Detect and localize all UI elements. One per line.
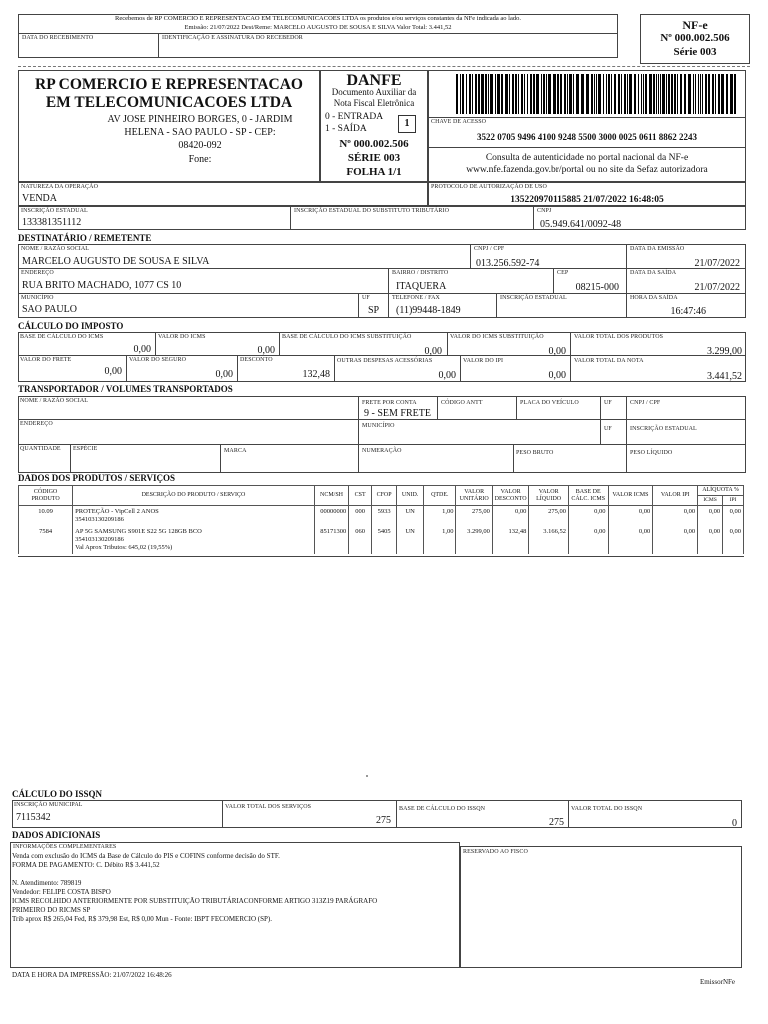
emissor-nfe: EmissorNFe: [700, 978, 735, 986]
transp-cnpj-label: CNPJ / CPF: [630, 400, 661, 406]
transp-frete-value: 9 - SEM FRETE: [364, 408, 431, 419]
product-aipi-cell: 0,00: [723, 506, 744, 527]
transp-municipio-label: MUNICÍPIO: [362, 423, 395, 429]
dest-cep-label: CEP: [557, 270, 569, 276]
transp-uf2-label: UF: [604, 426, 612, 432]
product-desc-cell: 132,48: [492, 526, 528, 554]
canhoto-line2: Emissão: 21/07/2022 Dest/Reme: MARCELO AUGUSTO DE SOUSA E SILVA Valor Total: 3.441,52: [184, 24, 452, 31]
dest-endereco-label: ENDEREÇO: [21, 270, 54, 276]
product-liq-cell: 275,00: [529, 506, 569, 527]
transp-ie-label: INSCRIÇÃO ESTADUAL: [630, 426, 697, 432]
transp-nome-label: NOME / RAZÃO SOCIAL: [20, 398, 89, 404]
product-aicms-cell: 0,00: [698, 526, 723, 554]
product-aipi-cell: 0,00: [723, 526, 744, 554]
danfe-saida: 1 - SAÍDA: [325, 124, 367, 134]
product-desc-cell: 0,00: [492, 506, 528, 527]
info-complementares-text: [12, 852, 458, 924]
dest-hora-label: HORA DA SAÍDA: [630, 295, 678, 301]
consulta-l2: www.nfe.fazenda.gov.br/portal ou no site da Sefaz autorizadora: [466, 165, 708, 175]
canhoto-nfe-serie: Série 003: [673, 46, 717, 58]
danfe-folha: FOLHA 1/1: [346, 166, 402, 178]
info-line: N. Atendimento: 789819: [12, 879, 82, 887]
issqn-im-value: 7115342: [16, 812, 51, 823]
emitente-end-l3: 08420-092: [178, 140, 222, 151]
product-desc1: AP 5G SAMSUNG S901E S22 5G 128GB BCO: [75, 528, 202, 535]
chave-label: CHAVE DE ACESSO: [431, 119, 487, 125]
valor-ipi-value: 0,00: [548, 370, 566, 381]
identificacao-recebedor-label: IDENTIFICAÇÃO E ASSINATURA DO RECEBEDOR: [162, 35, 303, 41]
issqn-base-label: BASE DE CÁLCULO DO ISSQN: [399, 806, 486, 812]
natureza-label: NATUREZA DA OPERAÇÃO: [21, 184, 99, 190]
aliq-icms-header: ICMS: [698, 496, 723, 506]
product-codigo-cell: 10.09: [19, 506, 73, 527]
dest-cnpj-label: CNPJ / CPF: [474, 246, 505, 252]
emitente-fone: Fone:: [188, 154, 212, 165]
bc-icms-label: BASE DE CÁLCULO DO ICMS: [20, 334, 104, 340]
product-ncm-cell: 85171300: [314, 526, 348, 554]
dest-bairro-value: ITAQUERA: [396, 281, 447, 292]
total-produtos-value: 3.299,00: [707, 346, 742, 357]
destinatario-section-title: DESTINATÁRIO / REMETENTE: [18, 233, 152, 243]
product-unid-cell: UN: [397, 506, 424, 527]
transp-uf-label: UF: [604, 400, 612, 406]
produtos-header-3: CST: [349, 486, 372, 506]
produtos-header-6: QTDE.: [424, 486, 456, 506]
cnpj-emitente-value: 05.949.641/0092-48: [540, 219, 622, 230]
dest-emissao-label: DATA DA EMISSÃO: [630, 246, 685, 252]
canhoto-nfe-numero: Nº 000.002.506: [660, 32, 730, 44]
product-description-cell: [73, 526, 315, 554]
ie-value: 133381351112: [22, 217, 82, 228]
table-row: [19, 526, 744, 554]
product-qtde-cell: 1,00: [424, 526, 456, 554]
total-produtos-label: VALOR TOTAL DOS PRODUTOS: [574, 334, 664, 340]
cnpj-emitente-label: CNPJ: [537, 208, 552, 214]
barcode: [456, 74, 738, 114]
transp-frete-label: FRETE POR CONTA: [362, 400, 417, 406]
danfe-sub1: Documento Auxiliar da: [331, 87, 417, 97]
transp-peso-bruto-label: PESO BRUTO: [516, 450, 554, 456]
valor-icms-value: 0,00: [257, 345, 275, 356]
product-icms-cell: 0,00: [608, 526, 653, 554]
protocolo-value: 135220970115885 21/07/2022 16:48:05: [510, 195, 664, 205]
reservado-fisco-label: RESERVADO AO FISCO: [463, 849, 528, 855]
issqn-total-value: 0: [732, 818, 737, 829]
info-line: ICMS RECOLHIDO ANTERIORMENTE POR SUBSTITUIÇÃO TRIBUTÁRIACONFORME ARTIGO 313Z19 PARÁGRAFO: [12, 897, 378, 905]
transp-placa-label: PLACA DO VEÍCULO: [520, 400, 579, 406]
product-icms-cell: 0,00: [608, 506, 653, 527]
dest-fone-value: (11)99448-1849: [396, 305, 461, 316]
ie-label: INSCRIÇÃO ESTADUAL: [21, 208, 88, 214]
product-unit-cell: 275,00: [456, 506, 492, 527]
dest-uf-label: UF: [362, 295, 370, 301]
produtos-header-row: [19, 486, 744, 496]
desconto-value: 132,48: [302, 369, 330, 380]
product-cfop-cell: 5405: [372, 526, 397, 554]
consulta-l1: Consulta de autenticidade no portal nacional da NF-e: [485, 153, 689, 163]
product-ipi-cell: 0,00: [653, 506, 698, 527]
dest-fone-label: TELEFONE / FAX: [392, 295, 440, 301]
valor-seguro-label: VALOR DO SEGURO: [129, 357, 187, 363]
outras-despesas-label: OUTRAS DESPESAS ACESSÓRIAS: [337, 358, 433, 364]
emitente-end-l2: HELENA - SAO PAULO - SP - CEP:: [124, 127, 276, 138]
dest-municipio-label: MUNICÍPIO: [21, 295, 54, 301]
produtos-header-1: DESCRIÇÃO DO PRODUTO / SERVIÇO: [73, 486, 315, 506]
valor-frete-value: 0,00: [104, 366, 122, 377]
product-unid-cell: UN: [397, 526, 424, 554]
danfe-numero: Nº 000.002.506: [339, 138, 409, 150]
transp-especie-label: ESPÉCIE: [73, 446, 98, 452]
reservado-fisco-box: [460, 846, 742, 968]
produtos-header-2: NCM/SH: [314, 486, 348, 506]
product-ncm-cell: 00000000: [314, 506, 348, 527]
natureza-value: VENDA: [22, 193, 57, 204]
danfe-entrada: 0 - ENTRADA: [325, 112, 384, 122]
imposto-section-title: CÁLCULO DO IMPOSTO: [18, 321, 124, 331]
bc-icms-value: 0,00: [133, 344, 151, 355]
chave-value: 3522 0705 9496 4100 9248 5500 3000 0025 0611 8862 2243: [476, 132, 697, 142]
product-qtde-cell: 1,00: [424, 506, 456, 527]
product-liq-cell: 3.166,52: [529, 526, 569, 554]
issqn-servicos-value: 275: [376, 815, 391, 826]
produtos-bottom-line: [18, 556, 744, 557]
product-cst-cell: 060: [349, 526, 372, 554]
canhoto-nfe-label: NF-e: [682, 18, 708, 32]
product-description-cell: [73, 506, 315, 527]
dest-nome-label: NOME / RAZÃO SOCIAL: [21, 246, 90, 252]
aliq-ipi-header: IPI: [723, 496, 744, 506]
data-recebimento-label: DATA DO RECEBIMENTO: [22, 35, 94, 41]
info-line: PRIMEIRO DO RICMS SP: [12, 906, 91, 914]
transportador-section-title: TRANSPORTADOR / VOLUMES TRANSPORTADOS: [18, 384, 233, 394]
info-line: Venda com exclusão do ICMS da Base de Cálculo do PIS e COFINS conforme decisão do STF.: [12, 852, 280, 860]
dest-cnpj-value: 013.256.592-74: [476, 258, 540, 269]
total-nota-label: VALOR TOTAL DA NOTA: [574, 358, 644, 364]
emitente-end-l1: AV JOSE PINHEIRO BORGES, 0 - JARDIM: [107, 114, 293, 125]
dest-nome-value: MARCELO AUGUSTO DE SOUSA E SILVA: [22, 256, 210, 267]
produtos-header-7: VALOR UNITÁRIO: [456, 486, 492, 506]
product-desc3: Val Aprox Tributos: 645,02 (19,55%): [75, 544, 173, 551]
produtos-header-11: VALOR ICMS: [608, 486, 653, 506]
info-line: FORMA DE PAGAMENTO: C. Débito R$ 3.441,52: [12, 861, 160, 869]
valor-icms-label: VALOR DO ICMS: [158, 334, 206, 340]
dest-endereco-value: RUA BRITO MACHADO, 1077 CS 10: [22, 280, 182, 291]
info-line: Trib aprox R$ 265,04 Fed, R$ 379,98 Est, R$ 0,00 Mun - Fonte: IBPT FECOMERCIO (SP).: [12, 915, 272, 923]
emitente-nome-l2: EM TELECOMUNICACOES LTDA: [45, 94, 293, 111]
danfe-serie: SÉRIE 003: [347, 152, 401, 164]
product-bc-cell: 0,00: [568, 526, 608, 554]
produtos-section-title: DADOS DOS PRODUTOS / SERVIÇOS: [18, 473, 176, 483]
info-complementares-label: INFORMAÇÕES COMPLEMENTARES: [13, 844, 117, 850]
product-unit-cell: 3.299,00: [456, 526, 492, 554]
produtos-header-10: BASE DE CÁLC. ICMS: [568, 486, 608, 506]
issqn-im-label: INSCRIÇÃO MUNICIPAL: [14, 802, 83, 808]
produtos-header-0: CÓDIGO PRODUTO: [19, 486, 73, 506]
emitente-nome-l1: RP COMERCIO E REPRESENTACAO: [35, 76, 303, 93]
produtos-header-13: ALÍQUOTA %: [698, 486, 744, 496]
produtos-header-4: CFOP: [372, 486, 397, 506]
produtos-header-8: VALOR DESCONTO: [492, 486, 528, 506]
dest-saida-value: 21/07/2022: [694, 282, 740, 293]
transp-antt-label: CÓDIGO ANTT: [441, 400, 483, 406]
produtos-header-9: VALOR LÍQUIDO: [529, 486, 569, 506]
total-nota-value: 3.441,52: [707, 371, 742, 382]
danfe-sub2: Nota Fiscal Eletrônica: [333, 98, 415, 108]
transp-numeracao-label: NUMERAÇÃO: [362, 448, 402, 454]
produtos-header-12: VALOR IPI: [653, 486, 698, 506]
data-impressao: DATA E HORA DA IMPRESSÃO: 21/07/2022 16:48:26: [12, 971, 172, 979]
issqn-base-value: 275: [549, 817, 564, 828]
table-row: [19, 506, 744, 527]
transp-marca-label: MARCA: [224, 448, 247, 454]
dest-cep-value: 08215-000: [575, 282, 619, 293]
transp-endereco-label: ENDEREÇO: [20, 421, 53, 427]
protocolo-label: PROTOCOLO DE AUTORIZAÇÃO DE USO: [431, 184, 547, 190]
issqn-total-label: VALOR TOTAL DO ISSQN: [571, 806, 643, 812]
danfe-title: DANFE: [346, 72, 402, 89]
valor-icms-st-value: 0,00: [548, 346, 566, 357]
valor-frete-label: VALOR DO FRETE: [20, 357, 72, 363]
product-cst-cell: 000: [349, 506, 372, 527]
valor-seguro-value: 0,00: [215, 369, 233, 380]
info-line: Vendedor: FELIPE COSTA BISPO: [12, 888, 111, 896]
outras-despesas-value: 0,00: [438, 370, 456, 381]
bc-icms-st-label: BASE DE CÁLCULO DO ICMS SUBSTITUIÇÃO: [282, 334, 412, 340]
product-bc-cell: 0,00: [568, 506, 608, 527]
valor-icms-st-label: VALOR DO ICMS SUBSTITUIÇÃO: [450, 334, 544, 340]
product-cfop-cell: 5933: [372, 506, 397, 527]
canhoto-line1: Recebemos de RP COMERCIO E REPRESENTACAO EM TELECOMUNICACOES LTDA os produtos e/ou serviços constantes da NFe indicada ao lado.: [115, 15, 521, 22]
product-desc2: 354103130209186: [75, 516, 124, 523]
scan-speck: [366, 775, 368, 777]
info-line: [12, 870, 458, 879]
dest-emissao-value: 21/07/2022: [694, 258, 740, 269]
dest-hora-value: 16:47:46: [670, 306, 706, 317]
product-codigo-cell: 7584: [19, 526, 73, 554]
produtos-header-5: UNID.: [397, 486, 424, 506]
issqn-section-title: CÁLCULO DO ISSQN: [12, 789, 103, 799]
ie-st-label: INSCRIÇÃO ESTADUAL DO SUBSTITUTO TRIBUTÁRIO: [294, 208, 450, 214]
dest-ie-label: INSCRIÇÃO ESTADUAL: [500, 295, 567, 301]
dest-municipio-value: SAO PAULO: [22, 304, 77, 315]
desconto-label: DESCONTO: [240, 357, 273, 363]
issqn-servicos-label: VALOR TOTAL DOS SERVIÇOS: [225, 804, 312, 810]
product-desc2: 354103130209186: [75, 536, 124, 543]
adicionais-section-title: DADOS ADICIONAIS: [12, 830, 101, 840]
produtos-table: [18, 485, 744, 554]
transp-peso-liquido-label: PESO LÍQUIDO: [630, 450, 673, 456]
valor-ipi-label: VALOR DO IPI: [463, 358, 504, 364]
transp-qtd-label: QUANTIDADE: [20, 446, 61, 452]
bc-icms-st-value: 0,00: [424, 346, 442, 357]
product-ipi-cell: 0,00: [653, 526, 698, 554]
dest-uf-value: SP: [368, 305, 380, 316]
danfe-tipo-box: 1: [398, 115, 416, 133]
product-aicms-cell: 0,00: [698, 506, 723, 527]
product-desc1: PROTEÇÃO - VipCell 2 ANOS: [75, 508, 159, 515]
dest-bairro-label: BAIRRO / DISTRITO: [392, 270, 449, 276]
dest-saida-label: DATA DA SAÍDA: [630, 270, 677, 276]
